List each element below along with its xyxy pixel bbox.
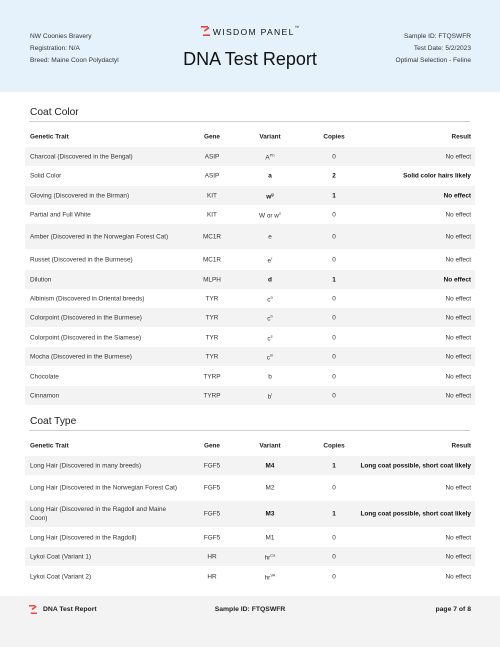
- gene-name: ASIP: [204, 153, 220, 160]
- column-header-copies: Copies: [323, 133, 345, 141]
- copies-count: 0: [332, 484, 336, 492]
- gene-name: FGF5: [203, 534, 221, 541]
- result-text: No effect: [445, 534, 471, 541]
- variant-symbol: e: [267, 257, 272, 264]
- copies-count: 0: [332, 295, 336, 302]
- footer-title: DNA Test Report: [43, 606, 97, 613]
- result-text: No effect: [445, 334, 471, 341]
- gene-name: FGF5: [203, 484, 221, 492]
- copies-count: 1: [332, 192, 336, 199]
- result-text: No effect: [445, 353, 471, 360]
- table-row: [25, 501, 475, 527]
- variant-symbol: W or w: [259, 212, 279, 219]
- table-row: [25, 224, 475, 249]
- trait-name: Gloving (Discovered in the Birman): [30, 192, 130, 199]
- table-header-row: [25, 436, 475, 456]
- copies-count: 1: [332, 462, 336, 469]
- result-text: No effect: [445, 484, 471, 492]
- variant-superscript: g: [271, 191, 274, 196]
- variant-symbol: M3: [265, 510, 275, 518]
- copies-count: 0: [332, 314, 336, 321]
- table-header-row: [25, 127, 475, 147]
- variant-superscript: Pb: [269, 152, 275, 157]
- variant-value: [245, 255, 295, 264]
- variant-symbol: c: [266, 354, 270, 361]
- trait-name: Amber (Discovered in the Norwegian Forest Cat): [30, 233, 169, 240]
- variant-symbol: w: [266, 193, 272, 200]
- sample-id: Sample ID: FTQSWFR: [403, 33, 471, 40]
- trait-name: Charcoal (Discovered in the Bengal): [30, 153, 133, 160]
- table-row: [25, 528, 475, 547]
- copies-count: 1: [332, 510, 336, 518]
- coat-type-title: Coat Type: [30, 416, 77, 427]
- copies-count: 0: [332, 353, 336, 360]
- trait-name: Albinism (Discovered in Oriental breeds): [30, 295, 145, 302]
- copies-count: 0: [332, 233, 336, 240]
- result-text: No effect: [445, 256, 471, 263]
- result-text: No effect: [445, 153, 471, 160]
- column-header-copies: Copies: [323, 442, 345, 450]
- result-text: No effect: [445, 373, 471, 380]
- column-header-gene: Gene: [204, 442, 220, 450]
- gene-name: MC1R: [202, 256, 222, 263]
- copies-count: 0: [332, 373, 336, 380]
- result-text: No effect: [445, 211, 471, 218]
- gene-name: TYR: [205, 353, 219, 360]
- table-row: [25, 147, 475, 166]
- gene-name: TYR: [205, 295, 219, 302]
- copies-count: 0: [332, 573, 336, 580]
- trait-name: Chocolate: [30, 373, 59, 380]
- variant-symbol: c: [267, 315, 271, 322]
- variant-value: [245, 552, 295, 561]
- trait-name: Russet (Discovered in the Burmese): [30, 256, 133, 263]
- trait-name: Long Hair (Discovered in the Norwegian Forest Cat): [30, 484, 178, 492]
- gene-name: TYRP: [203, 373, 221, 380]
- copies-count: 0: [332, 211, 336, 218]
- variant-value: [245, 172, 295, 179]
- pet-name: NW Coonies Bravery: [30, 33, 92, 40]
- gene-name: HR: [207, 573, 217, 580]
- trait-name: Long Hair (Discovered in many breeds): [30, 462, 142, 469]
- gene-name: KIT: [207, 192, 217, 199]
- result-text: No effect: [445, 314, 471, 321]
- trait-name: Lykoi Coat (Variant 1): [30, 553, 92, 560]
- table-row: [25, 547, 475, 566]
- copies-count: 2: [332, 172, 336, 179]
- copies-count: 0: [332, 392, 336, 399]
- wisdom-panel-logo-icon: [201, 26, 210, 36]
- variant-symbol: b: [268, 373, 272, 380]
- table-row: [25, 308, 475, 327]
- result-text: Long coat possible, short coat likely: [360, 462, 471, 469]
- variant-symbol: M1: [265, 534, 275, 541]
- gene-name: TYR: [205, 314, 219, 321]
- variant-superscript: s: [278, 210, 281, 215]
- column-header-result: Result: [451, 442, 471, 450]
- sample-info: [396, 31, 472, 67]
- brand-name: WISDOM PANEL: [212, 27, 295, 37]
- column-header-variant: Variant: [259, 442, 281, 450]
- trait-name: Long Hair (Discovered in the Ragdoll and Maine Coon): [30, 506, 167, 522]
- variant-symbol: a: [268, 172, 272, 179]
- variant-symbol: hr: [264, 554, 271, 561]
- copies-count: 0: [332, 553, 336, 560]
- variant-superscript: Ca: [270, 552, 276, 557]
- variant-value: [245, 210, 295, 219]
- report-header: [0, 0, 500, 92]
- table-row: [25, 186, 475, 205]
- registration: Registration: N/A: [30, 45, 80, 52]
- coat-type-divider: [29, 430, 470, 431]
- gene-name: MC1R: [202, 233, 222, 240]
- variant-superscript: l: [271, 391, 273, 396]
- variant-value: [245, 191, 295, 200]
- variant-symbol: hr: [264, 574, 271, 581]
- table-row: [25, 476, 475, 500]
- table-row: [25, 347, 475, 366]
- table-row: [25, 250, 475, 269]
- variant-superscript: VA: [270, 572, 276, 577]
- variant-superscript: b: [270, 313, 273, 318]
- result-text: No effect: [445, 573, 471, 580]
- variant-value: [245, 313, 295, 322]
- variant-symbol: M4: [265, 462, 275, 469]
- test-date: Test Date: 5/2/2023: [413, 45, 471, 52]
- variant-symbol: b: [267, 393, 272, 400]
- coat-color-title: Coat Color: [30, 107, 79, 118]
- gene-name: FGF5: [203, 510, 221, 518]
- column-header-gene: Gene: [204, 133, 220, 141]
- gene-name: ASIP: [204, 172, 220, 179]
- trait-name: Colorpoint (Discovered in the Burmese): [30, 314, 142, 321]
- variant-superscript: r: [271, 255, 273, 260]
- table-row: [25, 205, 475, 224]
- variant-symbol: d: [268, 276, 272, 283]
- table-row: [25, 386, 475, 405]
- variant-value: [245, 485, 295, 492]
- variant-value: [245, 333, 295, 342]
- variant-value: [245, 572, 295, 581]
- column-header-trait: Genetic Trait: [30, 133, 69, 141]
- table-row: [25, 289, 475, 308]
- variant-symbol: A: [265, 154, 270, 161]
- copies-count: 0: [332, 153, 336, 160]
- variant-superscript: s: [270, 333, 273, 338]
- copies-count: 0: [332, 534, 336, 541]
- result-text: No effect: [445, 553, 471, 560]
- variant-superscript: m: [269, 352, 274, 357]
- variant-symbol: c: [267, 335, 271, 342]
- column-header-variant: Variant: [259, 133, 281, 141]
- gene-name: FGF5: [203, 462, 221, 469]
- footer-sample-id: Sample ID: FTQSWFR: [214, 606, 286, 613]
- trait-name: Lykoi Coat (Variant 2): [30, 573, 92, 580]
- gene-name: HR: [207, 553, 217, 560]
- result-text: No effect: [445, 392, 471, 399]
- copies-count: 0: [332, 334, 336, 341]
- variant-value: [245, 233, 295, 240]
- variant-value: [245, 276, 295, 283]
- trait-name: Solid Color: [30, 172, 62, 179]
- result-text: No effect: [443, 276, 471, 283]
- gene-name: MLPH: [203, 276, 221, 283]
- variant-value: [245, 373, 295, 380]
- variant-value: [245, 534, 295, 541]
- gene-name: TYRP: [203, 392, 221, 399]
- trait-name: Partial and Full White: [30, 211, 91, 218]
- table-row: [25, 567, 475, 586]
- table-row: [25, 270, 475, 289]
- variant-superscript: a: [270, 294, 273, 299]
- trait-name: Dilution: [30, 276, 52, 283]
- page-number: page 7 of 8: [435, 606, 471, 613]
- brand-trademark: ™: [294, 25, 300, 30]
- table-row: [25, 367, 475, 386]
- variant-symbol: e: [268, 233, 272, 240]
- table-row: [25, 166, 475, 185]
- gene-name: TYR: [205, 334, 219, 341]
- trait-name: Mocha (Discovered in the Burmese): [30, 353, 132, 360]
- trait-name: Long Hair (Discovered in the Ragdoll): [30, 534, 137, 541]
- result-text: No effect: [445, 295, 471, 302]
- variant-value: [245, 352, 295, 361]
- variant-value: [245, 462, 295, 469]
- variant-value: [245, 391, 295, 400]
- variant-symbol: M2: [265, 484, 275, 492]
- report-footer: [0, 596, 500, 647]
- column-header-trait: Genetic Trait: [30, 442, 69, 450]
- variant-value: [245, 294, 295, 303]
- result-text: No effect: [443, 192, 471, 199]
- variant-symbol: c: [267, 296, 271, 303]
- copies-count: 0: [332, 256, 336, 263]
- page-title: DNA Test Report: [183, 49, 317, 69]
- table-row: [25, 456, 475, 475]
- trait-name: Cinnamon: [30, 392, 60, 399]
- gene-name: KIT: [207, 211, 217, 218]
- copies-count: 1: [332, 276, 336, 283]
- optimal-selection: Optimal Selection - Feline: [395, 57, 471, 64]
- result-text: No effect: [445, 233, 471, 240]
- table-row: [25, 328, 475, 347]
- coat-color-divider: [29, 121, 470, 122]
- result-text: Solid color hairs likely: [403, 172, 471, 179]
- variant-value: [245, 152, 295, 161]
- result-text: Long coat possible, short coat likely: [360, 510, 471, 518]
- variant-value: [245, 511, 295, 518]
- breed: Breed: Maine Coon Polydactyl: [30, 57, 119, 64]
- trait-name: Colorpoint (Discovered in the Siamese): [30, 334, 142, 341]
- column-header-result: Result: [451, 133, 471, 141]
